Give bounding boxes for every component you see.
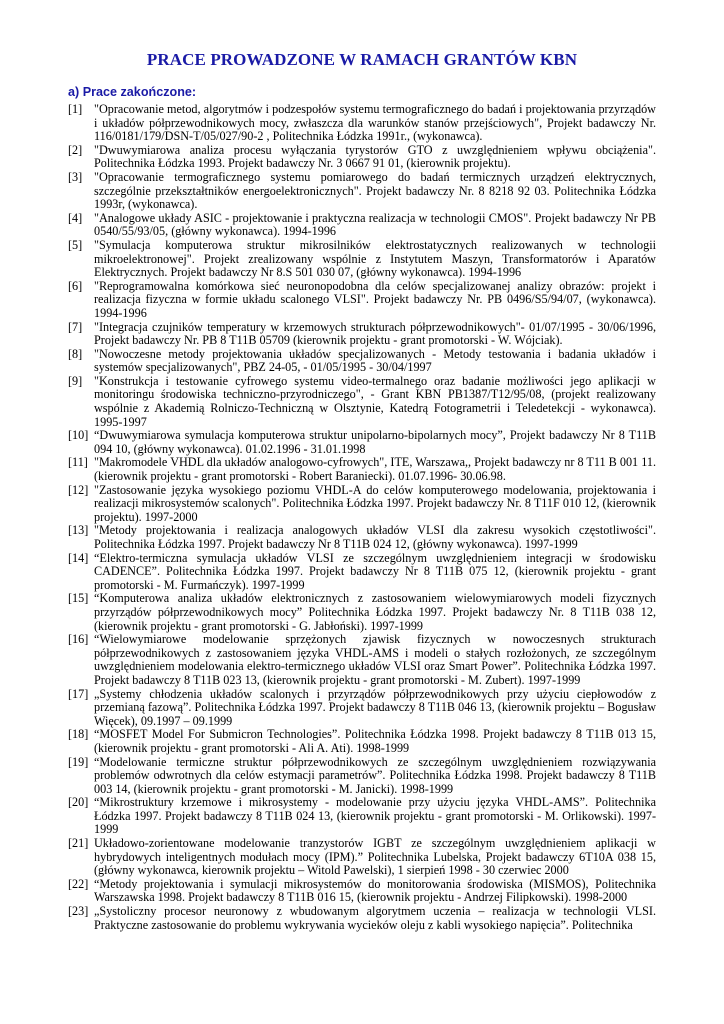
reference-item [68,796,656,837]
reference-text: "Opracowanie termograficznego systemu pomiarowego do badań termicznych urządzeń elektrycznych, szczególnie przekształtników energoelektronicznych". Projekt badawczy Nr. 8 8218 92 03. Politechnika Łódzka 1993r, (wykonawca). [94,169,656,212]
reference-number: [6] [68,278,83,293]
reference-item [68,524,656,551]
reference-number: [5] [68,237,83,252]
reference-number: [8] [68,346,83,361]
reference-number: [2] [68,142,83,157]
reference-text: "Dwuwymiarowa analiza procesu wyłączania tyrystorów GTO z uwzględnieniem wpływu obciążenia". Politechnika Łódzka 1993. Projekt badawczy Nr. 3 0667 91 01, (kierownik projektu). [94,142,656,171]
reference-item [68,321,656,348]
reference-text: "Nowoczesne metody projektowania układów specjalizowanych - Metody testowania i badania układów i systemów specjalizowanych", PBZ 24-05, - 01/05/1995 - 30/04/1997 [94,346,656,375]
reference-text: "Metody projektowania i realizacja analogowych układów VLSI dla zakresu wysokich częstotliwości". Politechnika Łódzka 1997. Projekt badawczy Nr 8 T11B 024 12, (główny wykonawca). 1997-1999 [94,523,656,551]
reference-item [68,375,656,429]
reference-number: [15] [68,591,89,606]
reference-item [68,878,656,905]
reference-item [68,837,656,878]
reference-number: [13] [68,523,89,538]
reference-list [68,103,656,932]
reference-number: [1] [68,102,83,116]
reference-number: [7] [68,319,83,334]
reference-item [68,484,656,525]
reference-item [68,592,656,633]
reference-number: [14] [68,550,89,565]
reference-text: “Metody projektowania i symulacji mikrosystemów do monitorowania środowiska (MISMOS), Politechnika Warszawska 1998. Projekt badawczy 8 T11B 016 15, (kierownik projektu - Andrzej Filipkowski). 1998-2000 [94,876,656,905]
reference-number: [3] [68,169,83,184]
reference-number: [20] [68,795,89,810]
reference-text: "Analogowe układy ASIC - projektowanie i praktyczna realizacja w technologii CMOS". Projekt badawczy Nr PB 0540/55/93/05, (główny wykonawca). 1994-1996 [94,210,656,239]
reference-item [68,280,656,321]
reference-number: [21] [68,836,89,851]
reference-text: “Komputerowa analiza układów elektronicznych z zastosowaniem wielowymiarowych modeli fizycznych przyrządów półprzewodnikowych mocy” Politechnika Łódzka 1997. Projekt badawczy Nr. 8 T11B 038 12, (kierownik projektu - grant promotorski - G. Jabłoński). 1997-1999 [94,591,656,633]
reference-text: “Mikrostruktury krzemowe i mikrosystemy - modelowanie przy użyciu języka VHDL-AMS”. Politechnika Łódzka 1997. Projekt badawczy 8 T11B 024 13, (kierownik projektu - grant promotorski - M. Orlikowski). 1997-1999 [94,795,656,837]
reference-text: "Zastosowanie języka wysokiego poziomu VHDL-A do celów komputerowego modelowania, projektowania i realizacji mikrosystemów scalonych". Politechnika Łódzka 1997. Projekt badawczy Nr. 8 T11F 010 12, (kierownik projektu). 1997-2000 [94,482,656,524]
reference-number: [16] [68,632,89,647]
reference-number: [17] [68,686,89,701]
reference-item [68,429,656,456]
reference-item [68,144,656,171]
reference-number: [4] [68,210,83,225]
reference-item [68,456,656,483]
reference-item [68,756,656,797]
reference-text: “Modelowanie termiczne struktur półprzewodnikowych ze szczególnym uwzględnieniem rozwiązywania problemów odwrotnych dla celów estymacji parametrów”. Politechnika Łódzka 1998. Projekt badawczy 8 T11B 003 14, (kierownik projektu - grant promotorski - M. Janicki). 1998-1999 [94,754,656,796]
reference-number: [9] [68,373,83,388]
reference-text: "Makromodele VHDL dla układów analogowo-cyfrowych", ITE, Warszawa,, Projekt badawczy nr 8 T11 B 001 11. (kierownik projektu - grant promotorski - Robert Baraniecki). 01.07.1996- 30.06.98. [94,455,656,484]
reference-item [68,728,656,755]
reference-text: „Systoliczny procesor neuronowy z wbudowanym algorytmem uczenia – realizacja w technologii VLSI. Praktyczne zastosowanie do problemu wykrywania wycieków oleju z kabli wysokiego napięcia”. Politechnika [94,904,656,932]
reference-text: „Systemy chłodzenia układów scalonych i przyrządów półprzewodnikowych przy użyciu ciepłowodów z przemianą fazową”. Politechnika Łódzka 1997. Projekt badawczy 8 T11B 046 13, (kierownik projektu – Bogusław Więcek), 09.1997 – 09.1999 [94,686,656,728]
reference-item [68,688,656,729]
reference-text: “MOSFET Model For Submicron Technologies”. Politechnika Łódzka 1998. Projekt badawczy 8 T11B 013 15, (kierownik projektu - grant promotorski - Ali A. Ati). 1998-1999 [94,727,656,755]
reference-item [68,348,656,375]
reference-text: "Opracowanie metod, algorytmów i podzespołów systemu termograficznego do badań i projektowania przyrządów i układów półprzewodnikowych mocy, zwłaszcza dla warunków stanów przejściowych", Projekt badawczy Nr. 116/0181/179/DSN-T/05/027/90-2 , Politechnika Łódzka 1991r., (wykonawca). [94,102,656,144]
reference-item [68,905,656,932]
reference-text: "Konstrukcja i testowanie cyfrowego systemu video-termalnego oraz badanie możliwości jego aplikacji w monitoringu środowiska techniczno-przyrodniczego", - Grant KBN PB1387/T12/95/08, (projekt realizowany wspólnie z Akademią Rolniczo-Techniczną w Olsztynie, Katedrą Fotogrametrii i Teledetekcji - wykonawca). 1995-1997 [94,373,656,429]
reference-text: “Dwuwymiarowa symulacja komputerowa struktur unipolarno-bipolarnych mocy”, Projekt badawczy Nr 8 T11B 094 10, (główny wykonawca). 01.02.1996 - 31.01.1998 [94,428,656,456]
reference-text: "Symulacja komputerowa struktur mikrosilników elektrostatycznych realizowanych w technologii mikroelektronowej". Projekt zrealizowany wspólnie z Instytutem Maszyn, Transformatorów i Aparatów Elektrycznych. Projekt badawczy Nr 8.S 501 030 07, (główny wykonawca). 1994-1996 [94,237,656,280]
section-heading: a) Prace zakończone: [68,85,197,99]
reference-number: [10] [68,428,89,443]
reference-number: [19] [68,754,89,769]
reference-number: [18] [68,727,89,742]
reference-text: “Elektro-termiczna symulacja układów VLSI ze szczególnym uwzględnieniem integracji w środowisku CADENCE”. Politechnika Łódzka 1997. Projekt badawczy Nr 8 T11B 075 12, (kierownik projektu - grant promotorski - M. Furmańczyk). 1997-1999 [94,550,656,592]
reference-item [68,103,656,144]
reference-text: Układowo-zorientowane modelowanie tranzystorów IGBT ze szczególnym uwzględnieniem aplikacji w hybrydowych inteligentnych modułach mocy (IPM).” Politechnika Lubelska, Projekt badawczy 6T10A 038 15, (główny wykonawca, kierownik projektu – Witold Pawelski), 1 sierpień 1998 - 30 czerwiec 2000 [94,836,656,878]
reference-item [68,212,656,239]
reference-text: "Reprogramowalna komórkowa sieć neuronopodobna dla celów specjalizowanej analizy obrazów: projekt i realizacja fizyczna w formie układu scalonego VLSI". Projekt badawczy Nr. PB 0496/S5/94/07, (wykonawca). 1994-1996 [94,278,656,320]
reference-text: "Integracja czujników temperatury w krzemowych strukturach półprzewodnikowych"- 01/07/1995 - 30/06/1996, Projekt badawczy Nr. PB 8 T11B 05709 (kierownik projektu - grant promotorski - W. Wójciak). [94,319,656,348]
reference-number: [12] [68,482,89,497]
reference-number: [23] [68,904,89,919]
reference-number: [22] [68,876,89,891]
reference-number: [11] [68,455,88,470]
page-title: PRACE PROWADZONE W RAMACH GRANTÓW KBN [146,50,578,69]
reference-item [68,171,656,212]
reference-item [68,239,656,280]
reference-item [68,552,656,593]
reference-text: “Wielowymiarowe modelowanie sprzężonych zjawisk fizycznych w nowoczesnych strukturach półprzewodnikowych z zastosowaniem języka VHDL-AMS i modeli o stałych rozłożonych, ze szczególnym uwzględnieniem modelowania elektro-termicznego układów VLSI oraz Smart Power”. Politechnika Łódzka 1997. Projekt badawczy 8 T11B 023 13, (kierownik projektu - grant promotorski - M. Zubert). 1997-1999 [94,632,656,687]
reference-item [68,633,656,687]
